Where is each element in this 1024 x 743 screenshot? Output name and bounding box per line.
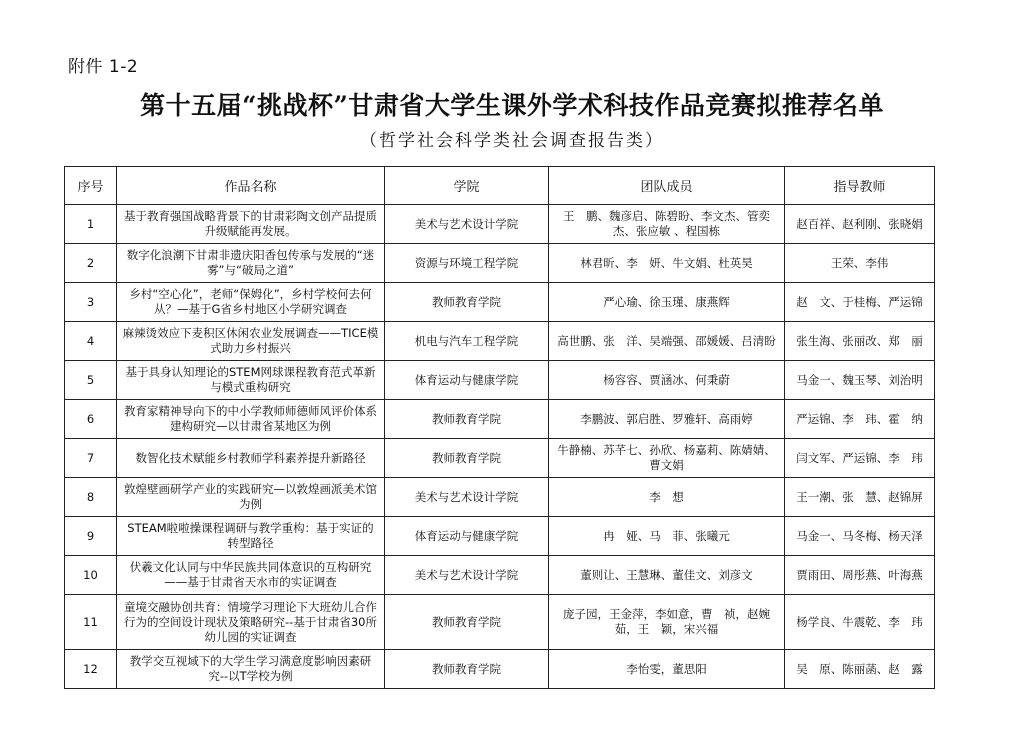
cell-college: 体育运动与健康学院 (385, 361, 549, 400)
cell-work: 基于教育强国战略背景下的甘肃彩陶文创产品提质升级赋能再发展。 (117, 205, 385, 244)
col-header-advisors: 指导教师 (785, 167, 935, 205)
cell-work: 基于具身认知理论的STEM网球课程教育范式革新与模式重构研究 (117, 361, 385, 400)
cell-advisors: 王荣、李伟 (785, 244, 935, 283)
cell-work: 乡村“空心化”，老师“保姆化”，乡村学校何去何从？—基于G省乡村地区小学研究调查 (117, 283, 385, 322)
cell-no: 10 (65, 556, 117, 595)
cell-no: 4 (65, 322, 117, 361)
cell-work: 教学交互视域下的大学生学习满意度影响因素研究--以T学校为例 (117, 650, 385, 689)
cell-no: 6 (65, 400, 117, 439)
cell-college: 教师教育学院 (385, 650, 549, 689)
cell-members: 高世鹏、张 洋、吴端强、邵媛媛、吕清盼 (549, 322, 785, 361)
cell-members: 李怡雯，董思阳 (549, 650, 785, 689)
cell-work: 数智化技术赋能乡村教师学科素养提升新路径 (117, 439, 385, 478)
cell-members: 杨容容、贾涵冰、何秉蔚 (549, 361, 785, 400)
cell-college: 教师教育学院 (385, 283, 549, 322)
cell-advisors: 吴 原、陈丽菡、赵 露 (785, 650, 935, 689)
table-row (65, 400, 935, 439)
cell-work: 教育家精神导向下的中小学教师师德师风评价体系建构研究—以甘肃省某地区为例 (117, 400, 385, 439)
cell-no: 8 (65, 478, 117, 517)
col-header-college: 学院 (385, 167, 549, 205)
cell-college: 教师教育学院 (385, 400, 549, 439)
cell-members: 李鹏波、郭启胜、罗雅轩、高雨婷 (549, 400, 785, 439)
cell-members: 董则让、王慧琳、董佳文、刘彦文 (549, 556, 785, 595)
table-row (65, 283, 935, 322)
document-title: 第十五届“挑战杯”甘肃省大学生课外学术科技作品竞赛拟推荐名单 (140, 91, 884, 120)
table-row (65, 478, 935, 517)
cell-work: STEAM啦啦操课程调研与教学重构：基于实证的转型路径 (117, 517, 385, 556)
cell-no: 9 (65, 517, 117, 556)
cell-members: 林君昕、李 妍、牛文娟、杜英昊 (549, 244, 785, 283)
cell-advisors: 马金一、魏玉琴、刘治明 (785, 361, 935, 400)
cell-advisors: 赵 文、于桂梅、严运锦 (785, 283, 935, 322)
col-header-no: 序号 (65, 167, 117, 205)
table-row (65, 322, 935, 361)
attachment-label: 附件 1-2 (68, 57, 139, 77)
cell-college: 体育运动与健康学院 (385, 517, 549, 556)
table-row (65, 650, 935, 689)
cell-advisors: 马金一、马冬梅、杨天泽 (785, 517, 935, 556)
table-row (65, 205, 935, 244)
document-subtitle: （哲学社会科学类社会调查报告类） (360, 131, 664, 151)
cell-advisors: 张生海、张丽改、郑 丽 (785, 322, 935, 361)
col-header-members: 团队成员 (549, 167, 785, 205)
table-row (65, 595, 935, 650)
cell-advisors: 赵百祥、赵利刚、张晓娟 (785, 205, 935, 244)
cell-members: 庞子园，王金萍，李如意，曹 祯，赵婉茹，王 颖，宋兴福 (549, 595, 785, 650)
cell-college: 资源与环境工程学院 (385, 244, 549, 283)
cell-college: 机电与汽车工程学院 (385, 322, 549, 361)
cell-no: 3 (65, 283, 117, 322)
table-row (65, 244, 935, 283)
cell-advisors: 贾雨田、周彤燕、叶海燕 (785, 556, 935, 595)
cell-work: 数字化浪潮下甘肃非遗庆阳香包传承与发展的“迷雾”与“破局之道” (117, 244, 385, 283)
table-row (65, 517, 935, 556)
cell-members: 严心瑜、徐玉瑾、康燕辉 (549, 283, 785, 322)
cell-college: 美术与艺术设计学院 (385, 478, 549, 517)
cell-work: 麻辣烫效应下麦积区休闲农业发展调查——TICE模式助力乡村振兴 (117, 322, 385, 361)
cell-college: 教师教育学院 (385, 439, 549, 478)
col-header-work: 作品名称 (117, 167, 385, 205)
cell-members: 冉 娅、马 菲、张曦元 (549, 517, 785, 556)
cell-members: 牛静楠、苏芊七、孙欣、杨嘉莉、陈婧婧、曹文娟 (549, 439, 785, 478)
table-row (65, 361, 935, 400)
cell-advisors: 王一潮、张 慧、赵锦屏 (785, 478, 935, 517)
cell-work: 敦煌壁画研学产业的实践研究—以敦煌画派美术馆为例 (117, 478, 385, 517)
cell-no: 1 (65, 205, 117, 244)
cell-advisors: 严运锦、李 玮、霍 纳 (785, 400, 935, 439)
cell-no: 11 (65, 595, 117, 650)
table-header-row (65, 167, 935, 205)
cell-college: 美术与艺术设计学院 (385, 556, 549, 595)
cell-no: 12 (65, 650, 117, 689)
table-row (65, 556, 935, 595)
recommendation-table (64, 166, 935, 689)
cell-no: 2 (65, 244, 117, 283)
cell-advisors: 杨学良、牛震乾、李 玮 (785, 595, 935, 650)
cell-advisors: 闫文军、严运锦、李 玮 (785, 439, 935, 478)
cell-work: 童境交融协创共育：情境学习理论下大班幼儿合作行为的空间设计现状及策略研究--基于甘肃省30所幼儿园的实证调查 (117, 595, 385, 650)
cell-college: 美术与艺术设计学院 (385, 205, 549, 244)
cell-members: 李 想 (549, 478, 785, 517)
cell-college: 教师教育学院 (385, 595, 549, 650)
cell-no: 5 (65, 361, 117, 400)
cell-work: 伏羲文化认同与中华民族共同体意识的互构研究 ——基于甘肃省天水市的实证调查 (117, 556, 385, 595)
cell-members: 王 鹏、魏彦启、陈碧盼、李文杰、管奕杰、张应敏 、程国栋 (549, 205, 785, 244)
cell-no: 7 (65, 439, 117, 478)
table-row (65, 439, 935, 478)
